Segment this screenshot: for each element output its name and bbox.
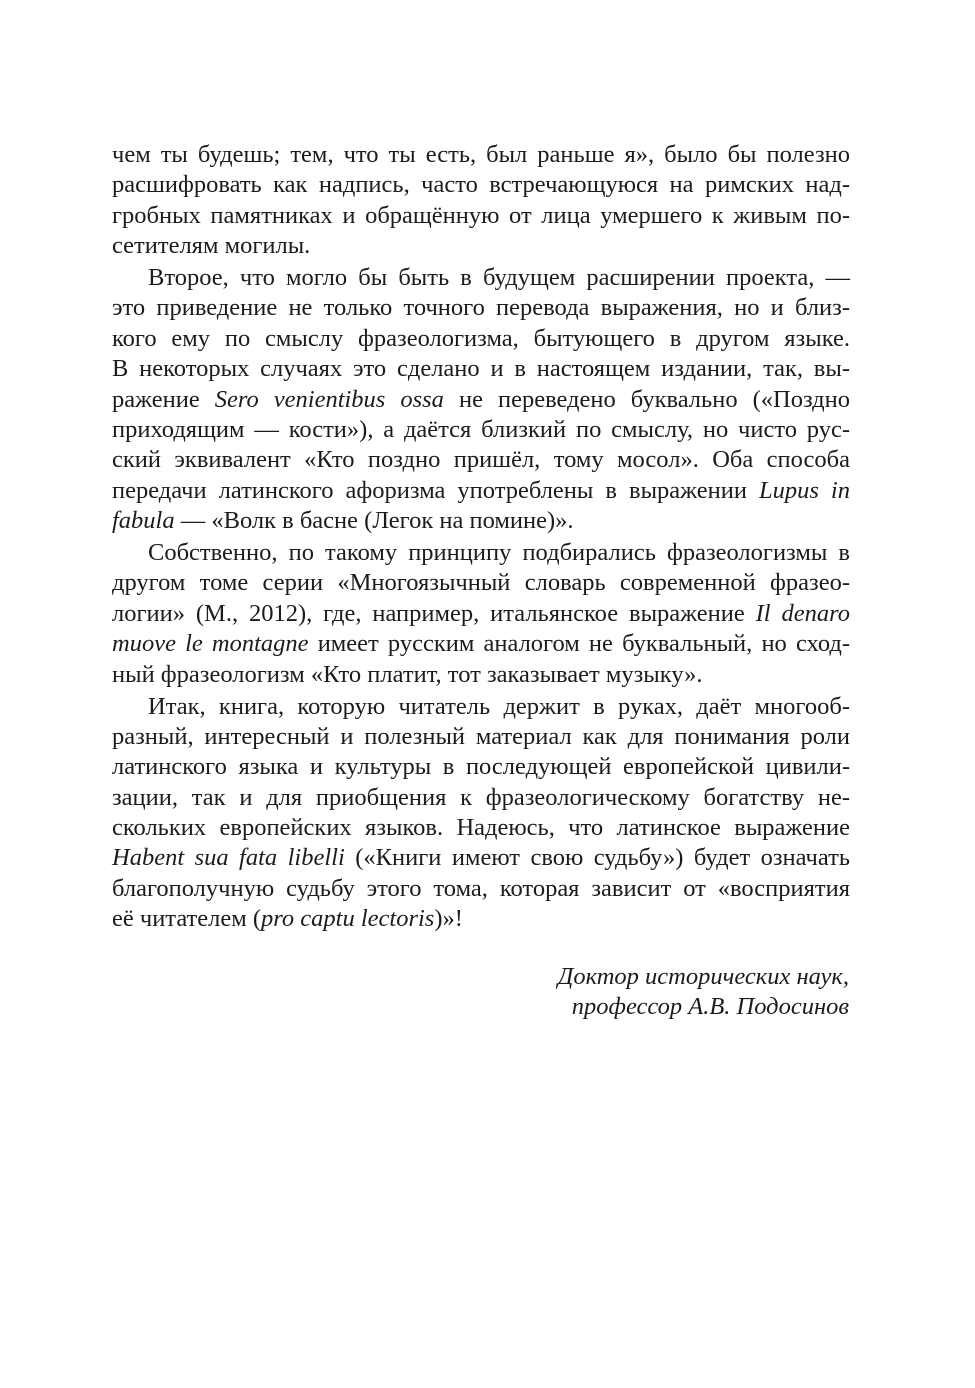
text-run: Итак, книга, которую читатель держит в руках, даёт многооб-	[148, 692, 850, 720]
italic-phrase: Habent sua fata libelli	[112, 844, 345, 872]
text-line	[112, 293, 850, 323]
text-run: логии» (М., 2012), где, например, итальянское выражение	[112, 599, 756, 627]
text-line	[112, 660, 850, 690]
text-line	[112, 783, 850, 813]
text-run: передачи латинского афоризма употреблены в выражении	[112, 476, 759, 504]
text-line	[112, 568, 850, 598]
body-text	[112, 140, 850, 935]
italic-phrase: pro captu lectoris	[261, 905, 435, 933]
text-line	[112, 354, 850, 384]
text-line	[112, 385, 850, 415]
text-run: Собственно, по такому принципу подбирались фразеологизмы в	[148, 539, 850, 567]
text-run: В некоторых случаях это сделано и в настоящем издании, так, вы-	[112, 355, 850, 383]
text-run: зации, так и для приобщения к фразеологическому богатству не-	[112, 783, 850, 811]
text-line	[112, 599, 850, 629]
text-line	[112, 874, 850, 904]
text-line	[112, 692, 850, 722]
text-run: не переведено буквально («Поздно	[443, 385, 851, 413]
italic-phrase: Sero venientibus ossa	[214, 385, 444, 413]
italic-phrase: Il denaro	[755, 599, 851, 627]
text-line	[112, 231, 850, 261]
text-run: имеет русским аналогом не буквальный, но сход-	[308, 630, 850, 658]
text-line	[112, 813, 850, 843]
text-line	[112, 445, 850, 475]
text-line	[112, 506, 850, 536]
italic-phrase: fabula	[112, 507, 175, 535]
text-run: приходящим — кости»), а даётся близкий по смыслу, но чисто рус-	[112, 416, 850, 444]
text-run: )»!	[434, 905, 463, 933]
text-run: ный фразеологизм «Кто платит, тот заказывает музыку».	[112, 660, 703, 688]
text-run: Второе, что могло бы быть в будущем расширении проекта, —	[148, 264, 850, 292]
text-line	[112, 170, 850, 200]
text-run: благополучную судьбу этого тома, которая зависит от «восприятия	[112, 874, 850, 902]
text-run: разный, интересный и полезный материал как для понимания роли	[112, 722, 850, 750]
text-line	[112, 201, 850, 231]
signature-title: Доктор исторических наук,	[557, 963, 849, 990]
text-run: ский эквивалент «Кто поздно пришёл, тому мосол». Оба способа	[112, 446, 850, 474]
text-run: её читателем (	[112, 905, 262, 933]
text-line	[112, 722, 850, 752]
text-run: («Книги имеют свою судьбу») будет означать	[344, 844, 851, 872]
text-run: расшифровать как надпись, часто встречающуюся на римских над-	[112, 171, 850, 199]
text-run: латинского языка и культуры в последующей европейской цивили-	[112, 753, 850, 781]
text-line	[112, 476, 850, 506]
text-run: чем ты будешь; тем, что ты есть, был раньше я», было бы полезно	[112, 141, 850, 168]
text-line	[112, 324, 850, 354]
text-run: это приведение не только точного перевода выражения, но и близ-	[112, 294, 850, 322]
italic-phrase: muove le montagne	[112, 630, 309, 658]
text-run: скольких европейских языков. Надеюсь, что латинское выражение	[112, 814, 850, 842]
text-run: кого ему по смыслу фразеологизма, бытующего в другом языке.	[112, 324, 850, 352]
text-run: другом томе серии «Многоязычный словарь современной фразео-	[112, 569, 850, 597]
text-line	[112, 843, 850, 873]
text-run: сетителям могилы.	[112, 232, 311, 260]
author-signature	[558, 962, 849, 1023]
text-run: ражение	[112, 385, 215, 413]
text-line	[112, 263, 850, 293]
text-line	[112, 752, 850, 782]
text-run: гробных памятниках и обращённую от лица умершего к живым по-	[112, 201, 850, 229]
text-line	[112, 415, 850, 445]
italic-phrase: Lupus in	[759, 476, 850, 504]
text-line	[112, 904, 850, 934]
text-run: — «Волк в басне (Легок на помине)».	[174, 507, 574, 535]
signature-name: профессор А.В. Подосинов	[571, 993, 849, 1021]
text-line	[112, 629, 850, 659]
text-line	[112, 140, 850, 170]
text-line	[112, 538, 850, 568]
